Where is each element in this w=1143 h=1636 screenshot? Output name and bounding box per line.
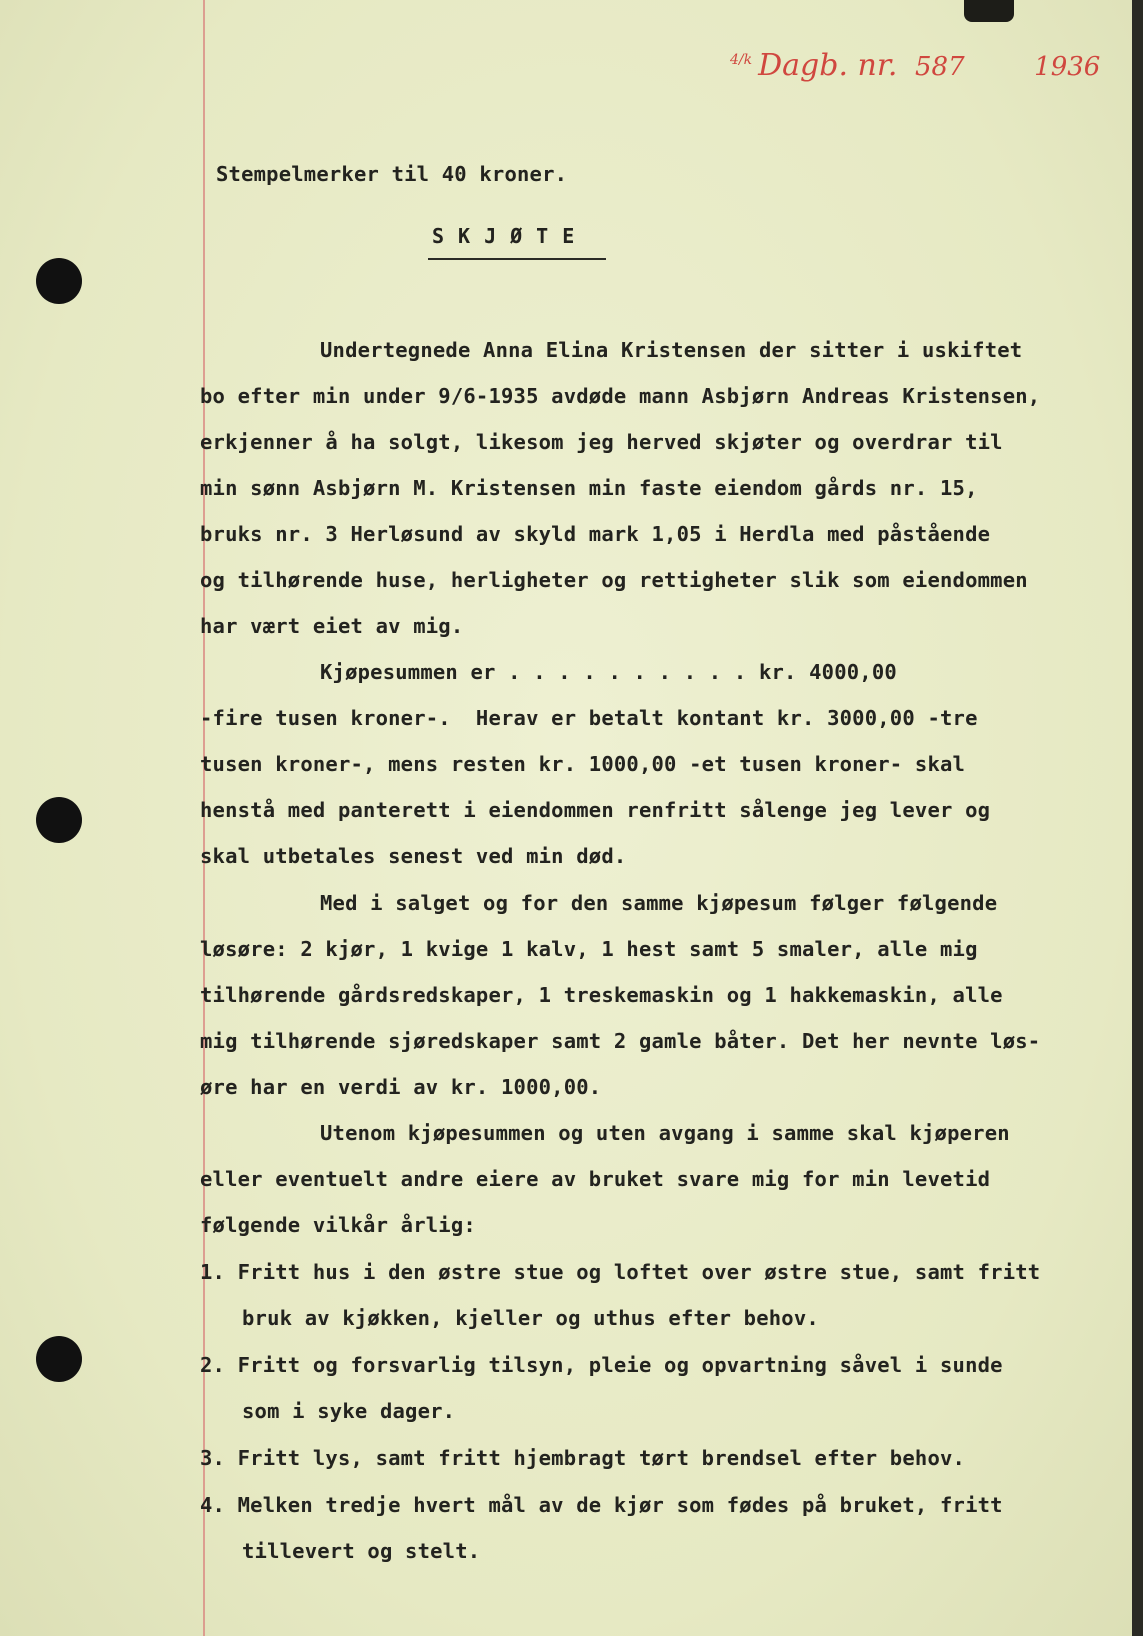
body-line-20: følgende vilkår årlig: (200, 1213, 476, 1237)
punch-hole-middle (36, 797, 82, 843)
header-line: Stempelmerker til 40 kroner. (216, 162, 568, 186)
body-line-4: min sønn Asbjørn M. Kristensen min faste eiendom gårds nr. 15, (200, 476, 978, 500)
list-item-1-cont: bruk av kjøkken, kjeller og uthus efter behov. (242, 1306, 819, 1330)
list-item-1: 1. Fritt hus i den østre stue og loftet over østre stue, samt fritt (200, 1260, 1041, 1284)
body-line-14: løsøre: 2 kjør, 1 kvige 1 kalv, 1 hest samt 5 smaler, alle mig (200, 937, 978, 961)
punch-hole-top (36, 258, 82, 304)
body-line-16: mig tilhørende sjøredskaper samt 2 gamle båter. Det her nevnte løs- (200, 1029, 1041, 1053)
body-line-12: skal utbetales senest ved min død. (200, 844, 627, 868)
list-item-3: 3. Fritt lys, samt fritt hjembragt tørt brendsel efter behov. (200, 1446, 966, 1470)
body-line-18: Utenom kjøpesummen og uten avgang i samme skal kjøperen (320, 1121, 1010, 1145)
list-item-4: 4. Melken tredje hvert mål av de kjør som fødes på bruket, fritt (200, 1493, 1003, 1517)
body-line-19: eller eventuelt andre eiere av bruket svare mig for min levetid (200, 1167, 991, 1191)
body-line-10: tusen kroner-, mens resten kr. 1000,00 -et tusen kroner- skal (200, 752, 966, 776)
punch-hole-bottom (36, 1336, 82, 1382)
body-line-3: erkjenner å ha solgt, likesom jeg herved skjøter og overdrar til (200, 430, 1003, 454)
registry-stamp (730, 48, 1100, 83)
stamp-prefix: 4/k (730, 52, 753, 68)
body-line-17: øre har en verdi av kr. 1000,00. (200, 1075, 602, 1099)
list-item-2-cont: som i syke dager. (242, 1399, 456, 1423)
list-item-4-cont: tillevert og stelt. (242, 1539, 481, 1563)
stamp-number: 587 (914, 52, 965, 82)
body-line-5: bruks nr. 3 Herløsund av skyld mark 1,05 i Herdla med påstående (200, 522, 991, 546)
body-line-11: henstå med panterett i eiendommen renfritt sålenge jeg lever og (200, 798, 991, 822)
body-line-7: har vært eiet av mig. (200, 614, 464, 638)
body-line-9: -fire tusen kroner-. Herav er betalt kontant kr. 3000,00 -tre (200, 706, 978, 730)
list-item-2: 2. Fritt og forsvarlig tilsyn, pleie og opvartning såvel i sunde (200, 1353, 1003, 1377)
document-title: SKJØTE (432, 224, 589, 248)
title-underline (428, 258, 606, 260)
body-line-2: bo efter min under 9/6-1935 avdøde mann Asbjørn Andreas Kristensen, (200, 384, 1041, 408)
stamp-year: 1936 (1034, 52, 1101, 82)
body-line-13: Med i salget og for den samme kjøpesum følger følgende (320, 891, 998, 915)
body-line-15: tilhørende gårdsredskaper, 1 treskemaskin og 1 hakkemaskin, alle (200, 983, 1003, 1007)
body-line-8: Kjøpesummen er . . . . . . . . . . kr. 4000,00 (320, 660, 897, 684)
page-tab-edge (964, 0, 1014, 22)
stamp-label: Dagb. nr. (758, 48, 898, 83)
body-line-6: og tilhørende huse, herligheter og rettigheter slik som eiendommen (200, 568, 1028, 592)
body-line-1: Undertegnede Anna Elina Kristensen der sitter i uskiftet (320, 338, 1023, 362)
